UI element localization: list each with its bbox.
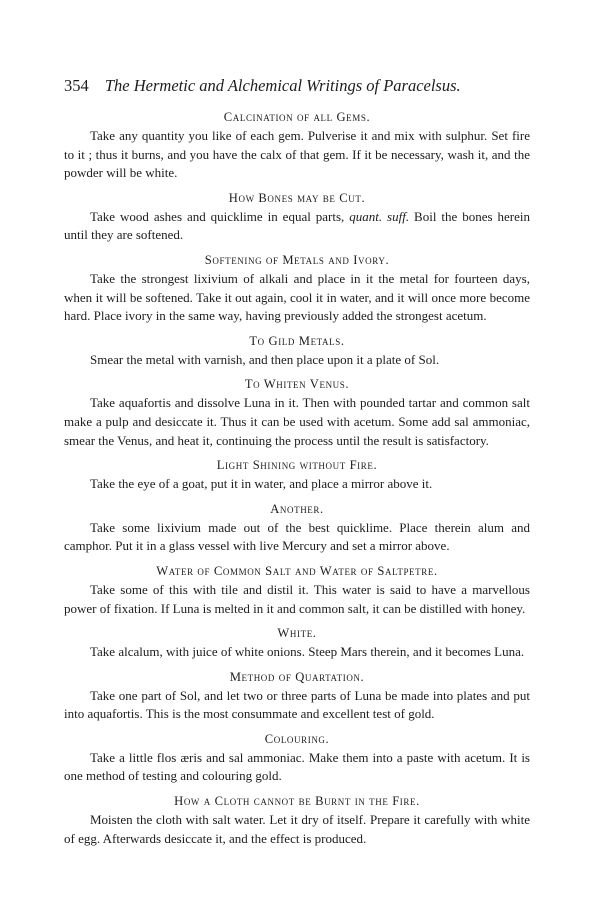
section-title: Light Shining without Fire. bbox=[216, 458, 378, 473]
section-paragraph: Take one part of Sol, and let two or three parts of Luna be made into plates and put into aquafortis. This is the most consummate and excellent test of gold. bbox=[64, 687, 530, 722]
section-title: White. bbox=[277, 626, 317, 641]
latin-phrase: quant. suff. bbox=[349, 208, 410, 224]
section-title: How Bones may be Cut. bbox=[228, 190, 366, 205]
section-cloth bbox=[64, 792, 530, 848]
section-gild bbox=[64, 332, 530, 370]
section-paragraph: Take alcalum, with juice of white onions. Steep Mars therein, and it becomes Luna. bbox=[90, 644, 525, 660]
section-title: Softening of Metals and Ivory. bbox=[204, 252, 390, 267]
paragraph-text: Take wood ashes and quicklime in equal parts, bbox=[90, 208, 350, 224]
section-title: To Gild Metals. bbox=[249, 333, 345, 348]
section-paragraph: Take the eye of a goat, put it in water, and place a mirror above it. bbox=[90, 476, 433, 492]
section-whiten-venus bbox=[64, 375, 530, 450]
section-paragraph: Take aquafortis and dissolve Luna in it. Then with pounded tartar and common salt make a pulp and desiccate it. Thus it can be used with acetum. Some add sal ammoniac, smear the Venus, and heat it, continuing the process until the result is satisfactory. bbox=[64, 395, 530, 448]
section-paragraph: Moisten the cloth with salt water. Let it dry of itself. Prepare it carefully with white of egg. Afterwards desiccate it, and the effect is produced. bbox=[64, 812, 530, 846]
section-white bbox=[64, 624, 530, 662]
section-light bbox=[64, 456, 530, 494]
section-softening bbox=[64, 251, 530, 326]
section-quartation bbox=[64, 668, 530, 724]
running-title: The Hermetic and Alchemical Writings of Paracelsus. bbox=[104, 76, 461, 95]
section-title: Colouring. bbox=[264, 731, 330, 746]
section-title: To Whiten Venus. bbox=[244, 377, 350, 392]
paragraph-text: Boil the bones herein until they are softened. bbox=[64, 208, 530, 243]
section-paragraph: Take some of this with tile and distil it. This water is said to have a marvellous power of fixation. If Luna is melted in it and common salt, it can be distilled with honey. bbox=[64, 581, 530, 616]
page-header bbox=[64, 76, 534, 96]
section-paragraph: Smear the metal with varnish, and then place upon it a plate of Sol. bbox=[90, 351, 440, 367]
page-number: 354 bbox=[64, 76, 89, 95]
section-paragraph: Take any quantity you like of each gem. Pulverise it and mix with sulphur. Set fire to it ; thus it burns, and you have the calx of that gem. If it be necessary, wash it, and the powder will be white. bbox=[64, 128, 530, 181]
section-title: Method of Quartation. bbox=[229, 669, 365, 684]
section-water-salt bbox=[64, 562, 530, 618]
section-title: Calcination of all Gems. bbox=[223, 110, 371, 124]
section-calcination bbox=[64, 108, 530, 183]
page-body bbox=[64, 108, 530, 854]
section-bones bbox=[64, 189, 530, 245]
section-paragraph: Take some lixivium made out of the best quicklime. Place therein alum and camphor. Put it in a glass vessel with live Mercury and set a mirror above. bbox=[64, 519, 530, 554]
section-title: How a Cloth cannot be Burnt in the Fire. bbox=[174, 794, 420, 809]
section-paragraph bbox=[64, 208, 530, 245]
section-title: Water of Common Salt and Water of Saltpetre. bbox=[156, 563, 438, 578]
section-paragraph: Take a little flos æris and sal ammoniac. Make them into a paste with acetum. It is one method of testing and colouring gold. bbox=[64, 749, 530, 784]
section-colouring bbox=[64, 730, 530, 786]
section-another bbox=[64, 500, 530, 556]
section-title: Another. bbox=[270, 501, 324, 516]
section-paragraph: Take the strongest lixivium of alkali and place in it the metal for fourteen days, when it will be softened. Take it out again, cool it in water, and it will once more become hard. Place ivory in the same way, having previously added the strongest acetum. bbox=[64, 270, 530, 324]
